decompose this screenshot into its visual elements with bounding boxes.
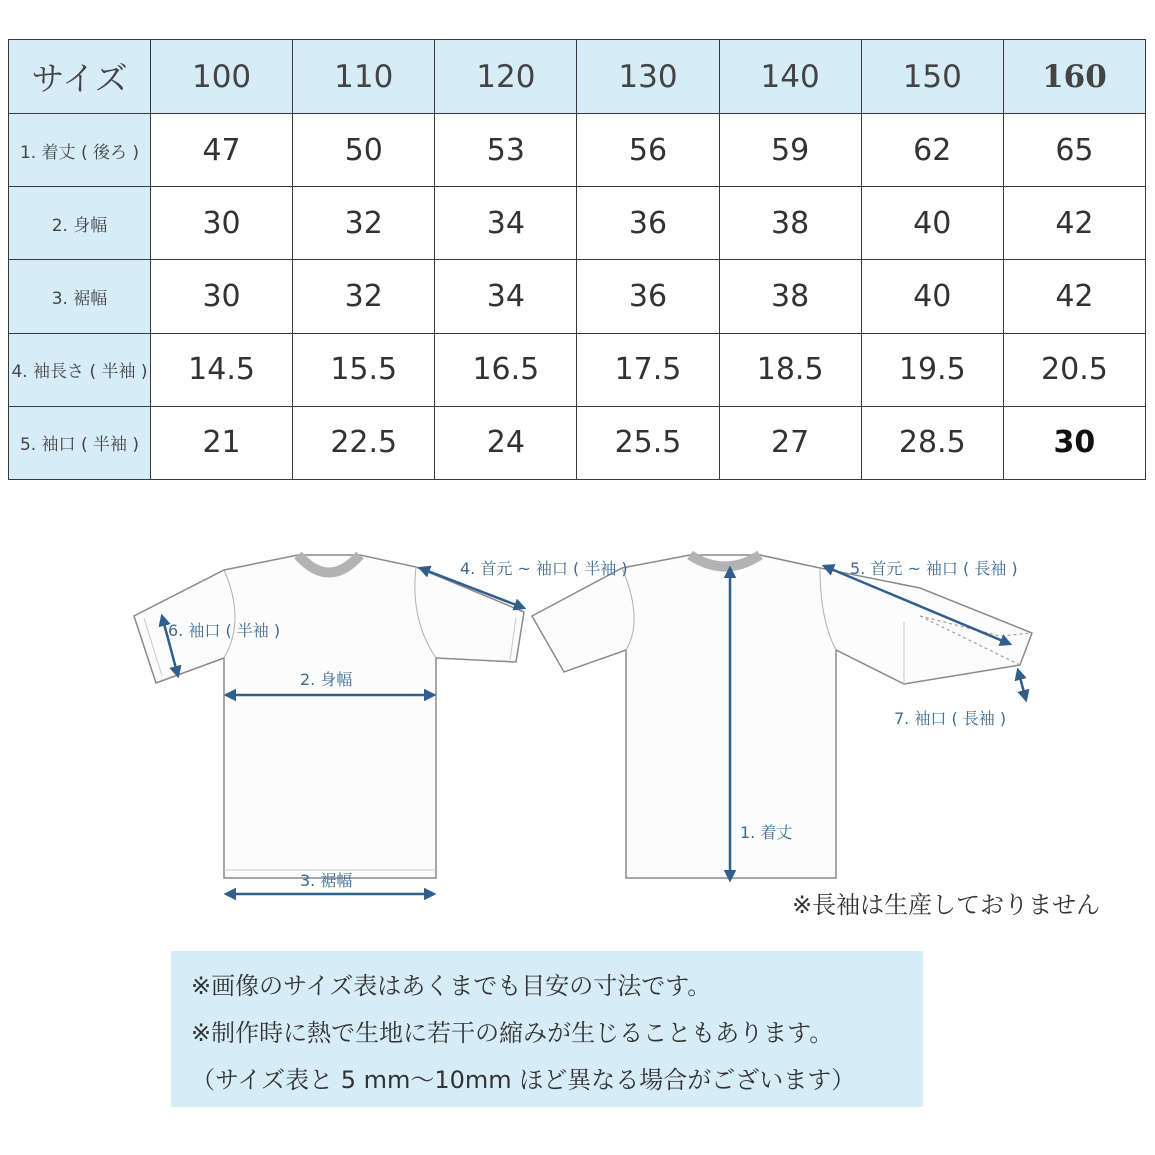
table-cell: 30	[1003, 406, 1145, 479]
row-label: 4. 袖長さ ( 半袖 )	[9, 333, 151, 406]
table-cell: 65	[1003, 114, 1145, 187]
table-cell: 21	[151, 406, 293, 479]
table-cell: 38	[719, 260, 861, 333]
table-cell: 42	[1003, 260, 1145, 333]
table-row-chest-width	[9, 187, 1146, 260]
label-cuff-short: 6. 袖口 ( 半袖 )	[168, 621, 281, 640]
table-cell: 36	[577, 187, 719, 260]
table-header-row	[9, 40, 1146, 114]
table-cell: 53	[435, 114, 577, 187]
table-cell: 56	[577, 114, 719, 187]
table-cell: 59	[719, 114, 861, 187]
size-table	[8, 39, 1146, 480]
table-cell: 38	[719, 187, 861, 260]
table-cell: 40	[861, 260, 1003, 333]
tshirt-measurement-diagram	[120, 540, 1040, 910]
row-label: 5. 袖口 ( 半袖 )	[9, 406, 151, 479]
notice-line: （サイズ表と 5 mm〜10mm ほど異なる場合がございます）	[191, 1066, 856, 1094]
label-cuff-long: 7. 袖口 ( 長袖 )	[894, 709, 1007, 728]
header-cell-130: 130	[577, 40, 719, 114]
table-cell: 16.5	[435, 333, 577, 406]
notice-line: ※画像のサイズ表はあくまでも目安の寸法です。	[191, 972, 712, 1000]
table-row-hem-width	[9, 260, 1146, 333]
table-cell: 18.5	[719, 333, 861, 406]
header-cell-100: 100	[151, 40, 293, 114]
label-length: 1. 着丈	[740, 823, 793, 842]
table-cell: 42	[1003, 187, 1145, 260]
table-cell: 32	[293, 260, 435, 333]
row-label: 1. 着丈 ( 後ろ )	[9, 114, 151, 187]
row-label: 3. 裾幅	[9, 260, 151, 333]
table-row-cuff	[9, 406, 1146, 479]
table-cell: 30	[151, 187, 293, 260]
header-cell-120: 120	[435, 40, 577, 114]
label-chest-width: 2. 身幅	[300, 670, 353, 689]
table-cell: 36	[577, 260, 719, 333]
table-row-length	[9, 114, 1146, 187]
table-cell: 47	[151, 114, 293, 187]
table-cell: 30	[151, 260, 293, 333]
table-cell: 24	[435, 406, 577, 479]
row-label: 2. 身幅	[9, 187, 151, 260]
table-cell: 20.5	[1003, 333, 1145, 406]
table-cell: 25.5	[577, 406, 719, 479]
label-neck-to-cuff-long: 5. 首元 ~ 袖口 ( 長袖 )	[850, 559, 1018, 578]
header-cell-140: 140	[719, 40, 861, 114]
label-hem-width: 3. 裾幅	[300, 871, 353, 890]
table-cell: 22.5	[293, 406, 435, 479]
long-sleeve-footnote: ※長袖は生産しておりません	[792, 891, 1101, 919]
table-cell: 40	[861, 187, 1003, 260]
size-notice-box	[171, 951, 923, 1107]
header-cell-160: 160	[1003, 40, 1145, 114]
header-cell-150: 150	[861, 40, 1003, 114]
table-cell: 17.5	[577, 333, 719, 406]
table-cell: 50	[293, 114, 435, 187]
header-cell-size-label: サイズ	[9, 40, 151, 114]
notice-line: ※制作時に熱で生地に若干の縮みが生じることもあります。	[191, 1019, 834, 1047]
table-cell: 62	[861, 114, 1003, 187]
table-cell: 32	[293, 187, 435, 260]
header-cell-110: 110	[293, 40, 435, 114]
table-cell: 34	[435, 260, 577, 333]
table-cell: 19.5	[861, 333, 1003, 406]
table-row-sleeve-length	[9, 333, 1146, 406]
table-cell: 34	[435, 187, 577, 260]
front-tshirt-illustration	[134, 555, 524, 878]
table-cell: 27	[719, 406, 861, 479]
table-cell: 14.5	[151, 333, 293, 406]
label-neck-to-cuff-short: 4. 首元 ~ 袖口 ( 半袖 )	[460, 559, 628, 578]
table-cell: 15.5	[293, 333, 435, 406]
table-cell: 28.5	[861, 406, 1003, 479]
